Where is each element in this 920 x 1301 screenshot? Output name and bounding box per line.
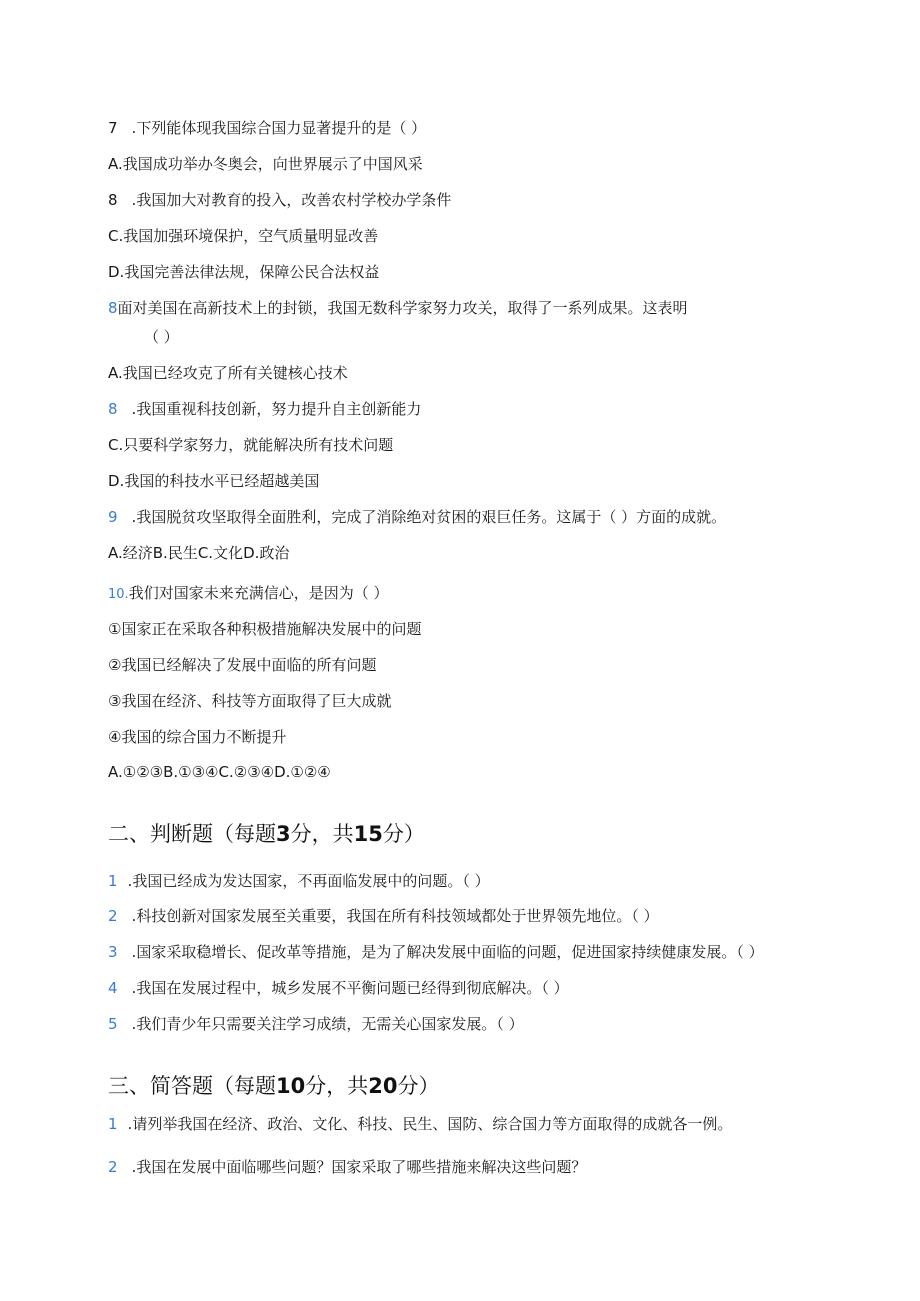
item-number: 1 (108, 1115, 118, 1133)
item-text: .我国已经成为发达国家，不再面临发展中的问题。（ ） (127, 872, 490, 890)
judgment-item (108, 906, 659, 926)
item-text: .我国在发展中面临哪些问题？国家采取了哪些措施来解决这些问题？ (131, 1158, 587, 1176)
question-text: 我们对国家未来充满信心，是因为（ ） (128, 584, 389, 602)
statement-3: ③我国在经济、科技等方面取得了巨大成就 (108, 692, 392, 710)
question-10: 10.我们对国家未来充满信心，是因为（ ） (108, 583, 388, 605)
item-text: .我们青少年只需要关注学习成绩，无需关心国家发展。（ ） (131, 1015, 524, 1033)
question-9 (108, 507, 726, 527)
statement-4: ④我国的综合国力不断提升 (108, 728, 287, 746)
option-d: D.我国的科技水平已经超越美国 (108, 472, 320, 490)
option-b (108, 190, 451, 210)
option-label: 8 (108, 400, 118, 418)
section-heading-true-false: 二、判断题（每题3分，共15分） (108, 822, 425, 846)
question-number: 10 (108, 587, 125, 602)
short-answer-item (108, 1114, 732, 1134)
question-7 (108, 118, 426, 138)
item-text: .我国在发展过程中，城乡发展不平衡问题已经得到彻底解决。（ ） (131, 979, 569, 997)
question-number: 8 (108, 299, 118, 317)
option-text: .我国重视科技创新，努力提升自主创新能力 (131, 400, 422, 418)
question-number: 9 (108, 508, 118, 526)
item-number: 4 (108, 979, 118, 997)
option-c: C.只要科学家努力，就能解决所有技术问题 (108, 436, 394, 454)
item-number: 1 (108, 872, 118, 890)
option-a: A.我国成功举办冬奥会，向世界展示了中国风采 (108, 155, 423, 173)
item-text: .科技创新对国家发展至关重要，我国在所有科技领域都处于世界领先地位。（ ） (131, 907, 659, 925)
judgment-item (108, 942, 764, 962)
question-number: 7 (108, 119, 118, 137)
question-text: 面对美国在高新技术上的封锁，我国无数科学家努力攻关，取得了一系列成果。这表明 (117, 299, 688, 317)
judgment-item (108, 1014, 524, 1034)
option-a: A.我国已经攻克了所有关键核心技术 (108, 364, 348, 382)
section-heading-short-answer: 三、简答题（每题10分，共20分） (108, 1074, 440, 1098)
question-text: .下列能体现我国综合国力显著提升的是（ ） (131, 119, 427, 137)
option-d: D.我国完善法律法规，保障公民合法权益 (108, 263, 380, 281)
option-label: 8 (108, 191, 118, 209)
question-8-blank: （ ） (144, 328, 179, 346)
option-c: C.我国加强环境保护，空气质量明显改善 (108, 227, 379, 245)
short-answer-item (108, 1157, 586, 1177)
option-text: .我国加大对教育的投入，改善农村学校办学条件 (131, 191, 452, 209)
question-10-options: A.①②③B.①③④C.②③④D.①②④ (108, 763, 331, 781)
question-9-options: A.经济B.民生C.文化D.政治 (108, 544, 290, 562)
item-number: 5 (108, 1015, 118, 1033)
item-number: 3 (108, 943, 118, 961)
item-number: 2 (108, 1158, 118, 1176)
question-8 (108, 298, 688, 318)
question-text: .我国脱贫攻坚取得全面胜利，完成了消除绝对贫困的艰巨任务。这属于（ ）方面的成就。 (131, 508, 727, 526)
statement-1: ①国家正在采取各种积极措施解决发展中的问题 (108, 620, 422, 638)
option-b (108, 399, 421, 419)
judgment-item (108, 978, 569, 998)
judgment-item (108, 871, 490, 891)
item-number: 2 (108, 907, 118, 925)
item-text: .国家采取稳增长、促改革等措施，是为了解决发展中面临的问题，促进国家持续健康发展。（ ） (131, 943, 764, 961)
statement-2: ②我国已经解决了发展中面临的所有问题 (108, 656, 377, 674)
item-text: .请列举我国在经济、政治、文化、科技、民生、国防、综合国力等方面取得的成就各一例。 (127, 1115, 733, 1133)
